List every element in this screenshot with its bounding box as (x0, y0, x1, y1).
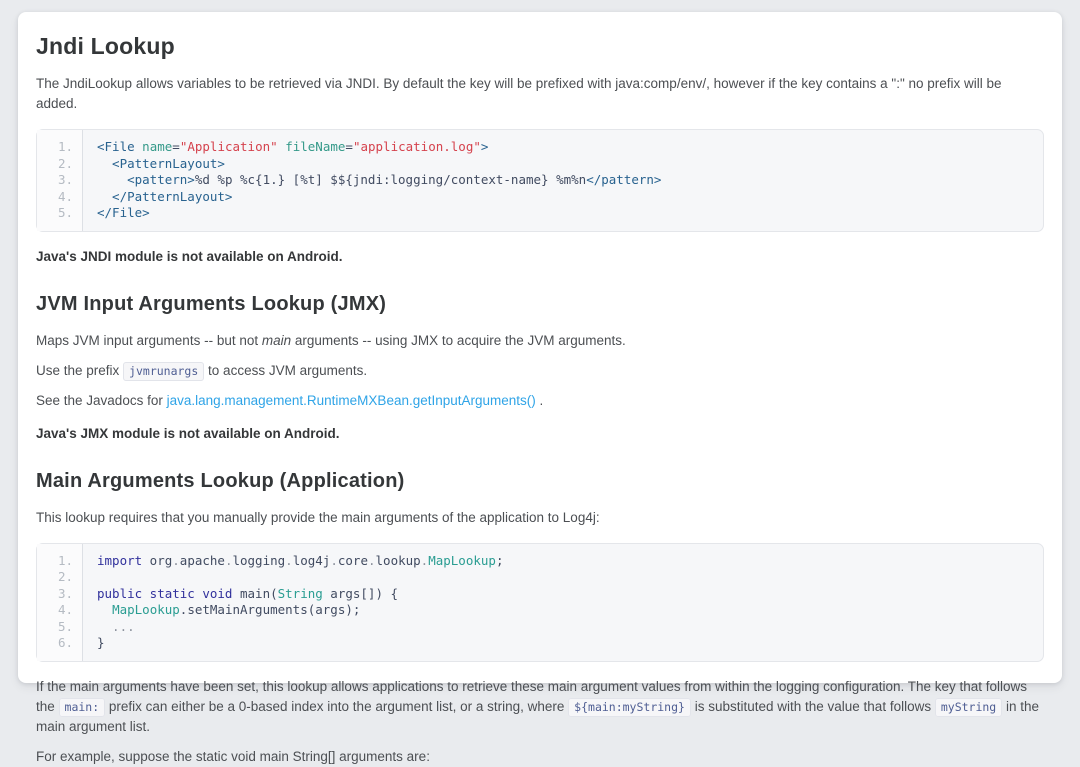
line-number: 2. (57, 569, 73, 585)
paragraph-main-args-detail (36, 677, 1044, 737)
code-token: "application.log" (352, 139, 481, 155)
code-token: org (142, 552, 173, 568)
code-token: public static void (97, 585, 233, 601)
code-token: = (345, 139, 353, 155)
inline-code: main: (59, 698, 106, 717)
paragraph-main-args-intro: This lookup requires that you manually provide the main arguments of the application to Log4j: (36, 509, 600, 525)
code-line (97, 172, 1029, 189)
emphasized-text: main (261, 332, 292, 348)
line-number: 1. (57, 552, 73, 568)
note-jndi-android: Java's JNDI module is not available on Android. (36, 248, 343, 264)
javadoc-link[interactable]: java.lang.management.RuntimeMXBean.getInputArguments() (166, 392, 536, 408)
code-token: apache (179, 552, 225, 568)
code-token (97, 602, 112, 617)
code-line (97, 635, 1029, 652)
code-token: . (285, 552, 293, 568)
text-segment: prefix can either be a 0-based index into the argument list, or a string, where (105, 698, 569, 714)
text-segment: Maps JVM input arguments -- but not (36, 332, 262, 348)
line-number: 2. (57, 155, 73, 171)
text-segment: in the main argument list. (36, 698, 1040, 734)
code-gutter (37, 130, 83, 231)
paragraph-jmx-prefix (36, 361, 1044, 381)
text-segment: is substituted with the value that follows (690, 698, 935, 714)
code-gutter (37, 544, 83, 661)
code-token: </PatternLayout> (97, 188, 233, 204)
code-token: fileName (285, 139, 346, 155)
code-token: </File> (97, 205, 150, 221)
code-block-java (36, 543, 1044, 662)
content-card (18, 12, 1062, 764)
code-block-xml (36, 129, 1044, 232)
code-line (97, 569, 1029, 586)
line-number: 5. (57, 205, 73, 221)
text-segment: arguments -- using JMX to acquire the JVM arguments. (291, 332, 626, 348)
code-token: args[]) { (322, 585, 399, 601)
code-token: %d %p %c{1.} [%t] $${jndi:logging/context-name} %m%n (194, 172, 587, 188)
code-token: core (337, 552, 368, 568)
line-number: 4. (57, 188, 73, 204)
code-token: } (97, 635, 105, 651)
section-title-main-args: Main Arguments Lookup (Application) (36, 469, 405, 492)
text-segment: See the Javadocs for (36, 392, 167, 408)
code-token: String (277, 585, 323, 601)
code-token: MapLookup (428, 552, 496, 568)
line-number: 3. (57, 585, 73, 601)
line-number: 6. (57, 635, 73, 651)
section-title-jmx: JVM Input Arguments Lookup (JMX) (36, 292, 387, 315)
code-line (97, 619, 1029, 636)
page-title: Jndi Lookup (36, 33, 175, 59)
code-token: name (142, 139, 173, 155)
code-token: <pattern> (97, 172, 195, 188)
code-token: . (224, 552, 233, 568)
paragraph-jmx-javadocs (36, 391, 1044, 411)
text-segment: to access JVM arguments. (204, 362, 368, 378)
code-token: </pattern> (586, 172, 662, 188)
code-token: > (480, 139, 489, 155)
code-token: MapLookup (112, 602, 180, 618)
code-token: . (367, 552, 376, 568)
inline-code: myString (935, 698, 1002, 717)
code-line (97, 156, 1029, 173)
code-token: logging (232, 552, 286, 568)
code-token: . (420, 552, 429, 568)
text-segment: If the main arguments have been set, this lookup allows applications to retrieve these main argument values from within the logging configuration. The key that follows the (36, 678, 1028, 714)
code-token: log4j (292, 552, 331, 568)
line-number: 1. (57, 139, 73, 155)
code-line (97, 602, 1029, 619)
paragraph-jmx-maps (36, 331, 1044, 351)
code-line (97, 189, 1029, 206)
code-token: "Application" (179, 139, 278, 155)
line-number: 3. (57, 172, 73, 188)
code-token: <PatternLayout> (97, 155, 225, 171)
code-token: = (172, 139, 180, 155)
code-token: ... (97, 618, 135, 634)
code-token: lookup (375, 552, 421, 568)
text-segment: . (535, 392, 544, 408)
code-body (83, 130, 1043, 231)
code-line (97, 586, 1029, 603)
code-token: ; (495, 552, 504, 568)
note-jmx-android: Java's JMX module is not available on Android. (36, 425, 340, 441)
code-line (97, 553, 1029, 570)
text-segment: Use the prefix (36, 362, 124, 378)
code-token: <File (97, 139, 135, 155)
code-token: import (97, 552, 143, 568)
line-number: 4. (57, 602, 73, 618)
line-number: 5. (57, 618, 73, 634)
code-line (97, 205, 1029, 222)
code-token: .setMainArguments(args); (179, 602, 361, 618)
code-token: . (330, 552, 338, 568)
code-body (83, 544, 1043, 661)
code-line (97, 139, 1029, 156)
paragraph-main-args-example: For example, suppose the static void main String[] arguments are: (36, 748, 430, 764)
inline-code: ${main:myString} (568, 698, 691, 717)
paragraph-jndi-intro: The JndiLookup allows variables to be retrieved via JNDI. By default the key will be prefixed with java:comp/env/, however if the key contains a ":" no prefix will be added. (36, 76, 1002, 112)
inline-code: jvmrunargs (123, 362, 204, 381)
code-token: . (172, 552, 180, 568)
code-token: main( (232, 585, 278, 601)
